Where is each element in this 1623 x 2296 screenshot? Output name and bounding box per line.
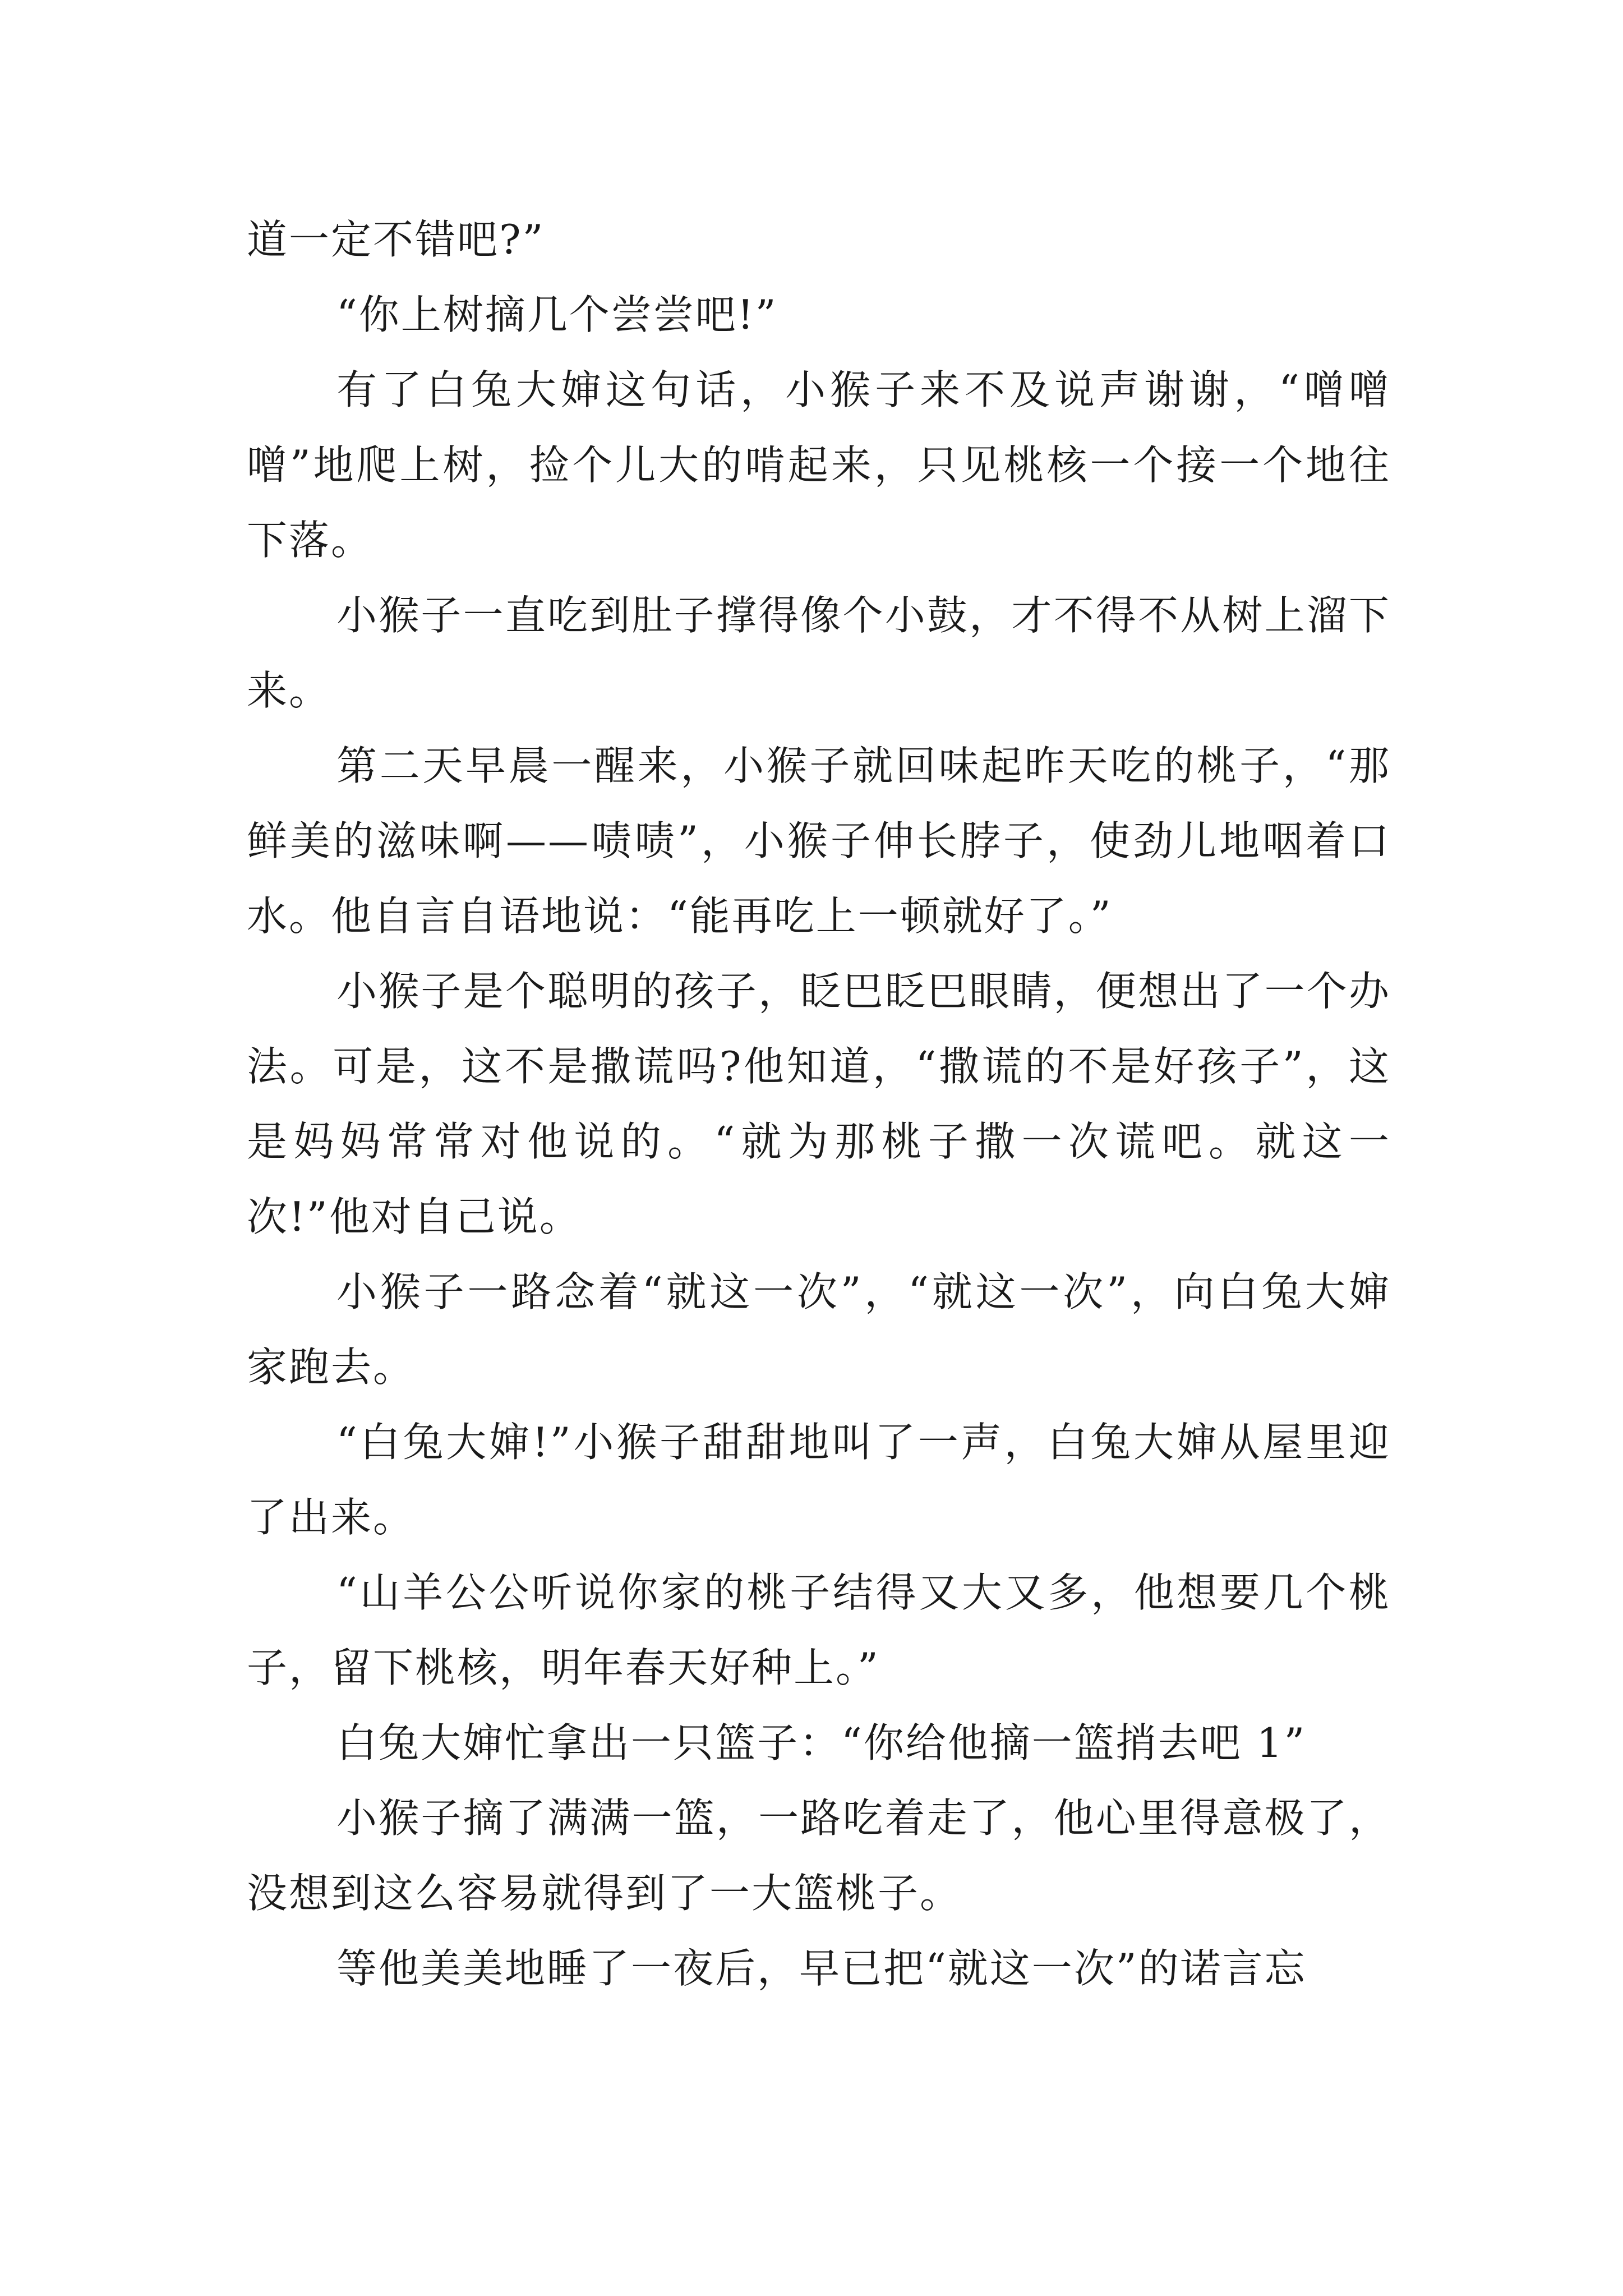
paragraph-5: 第二天早晨一醒来，小猴子就回味起昨天吃的桃子，“那鲜美的滋味啊——啧啧”，小猴子伸长脖子，使劲儿地咽着口水。他自言自语地说：“能再吃上一顿就好了。”: [247, 742, 1391, 940]
paragraph-3: 有了白兔大婶这句话，小猴子来不及说声谢谢，“噌噌噌”地爬上树，捡个儿大的啃起来，只见桃核一个接一个地往下落。: [247, 366, 1391, 564]
paragraph-11: 小猴子摘了满满一篮，一路吃着走了，他心里得意极了，没想到这么容易就得到了一大篮桃子。: [247, 1795, 1391, 1917]
body-text: [247, 202, 1391, 2006]
paragraph-1: 道一定不错吧?”: [247, 216, 545, 263]
paragraph-8: “白兔大婶!”小猴子甜甜地叫了一声，白兔大婶从屋里迎了出来。: [247, 1419, 1391, 1541]
paragraph-12: 等他美美地睡了一夜后，早已把“就这一次”的诺言忘: [336, 1945, 1307, 1992]
paragraph-2: “你上树摘几个尝尝吧!”: [336, 291, 778, 338]
paragraph-7: 小猴子一路念着“就这一次”，“就这一次”，向白兔大婶家跑去。: [247, 1268, 1391, 1391]
paragraph-4: 小猴子一直吃到肚子撑得像个小鼓，才不得不从树上溜下来。: [247, 592, 1391, 714]
paragraph-9: “山羊公公听说你家的桃子结得又大又多，他想要几个桃子，留下桃核，明年春天好种上。”: [247, 1569, 1391, 1691]
paragraph-10: 白兔大婶忙拿出一只篮子：“你给他摘一篮捎去吧 1”: [336, 1719, 1307, 1766]
paragraph-6: 小猴子是个聪明的孩子，眨巴眨巴眼睛，便想出了一个办法。可是，这不是撒谎吗?他知道，“撒谎的不是好孩子”，这是妈妈常常对他说的。“就为那桃子撒一次谎吧。就这一次!”他对自己说。: [247, 968, 1391, 1240]
